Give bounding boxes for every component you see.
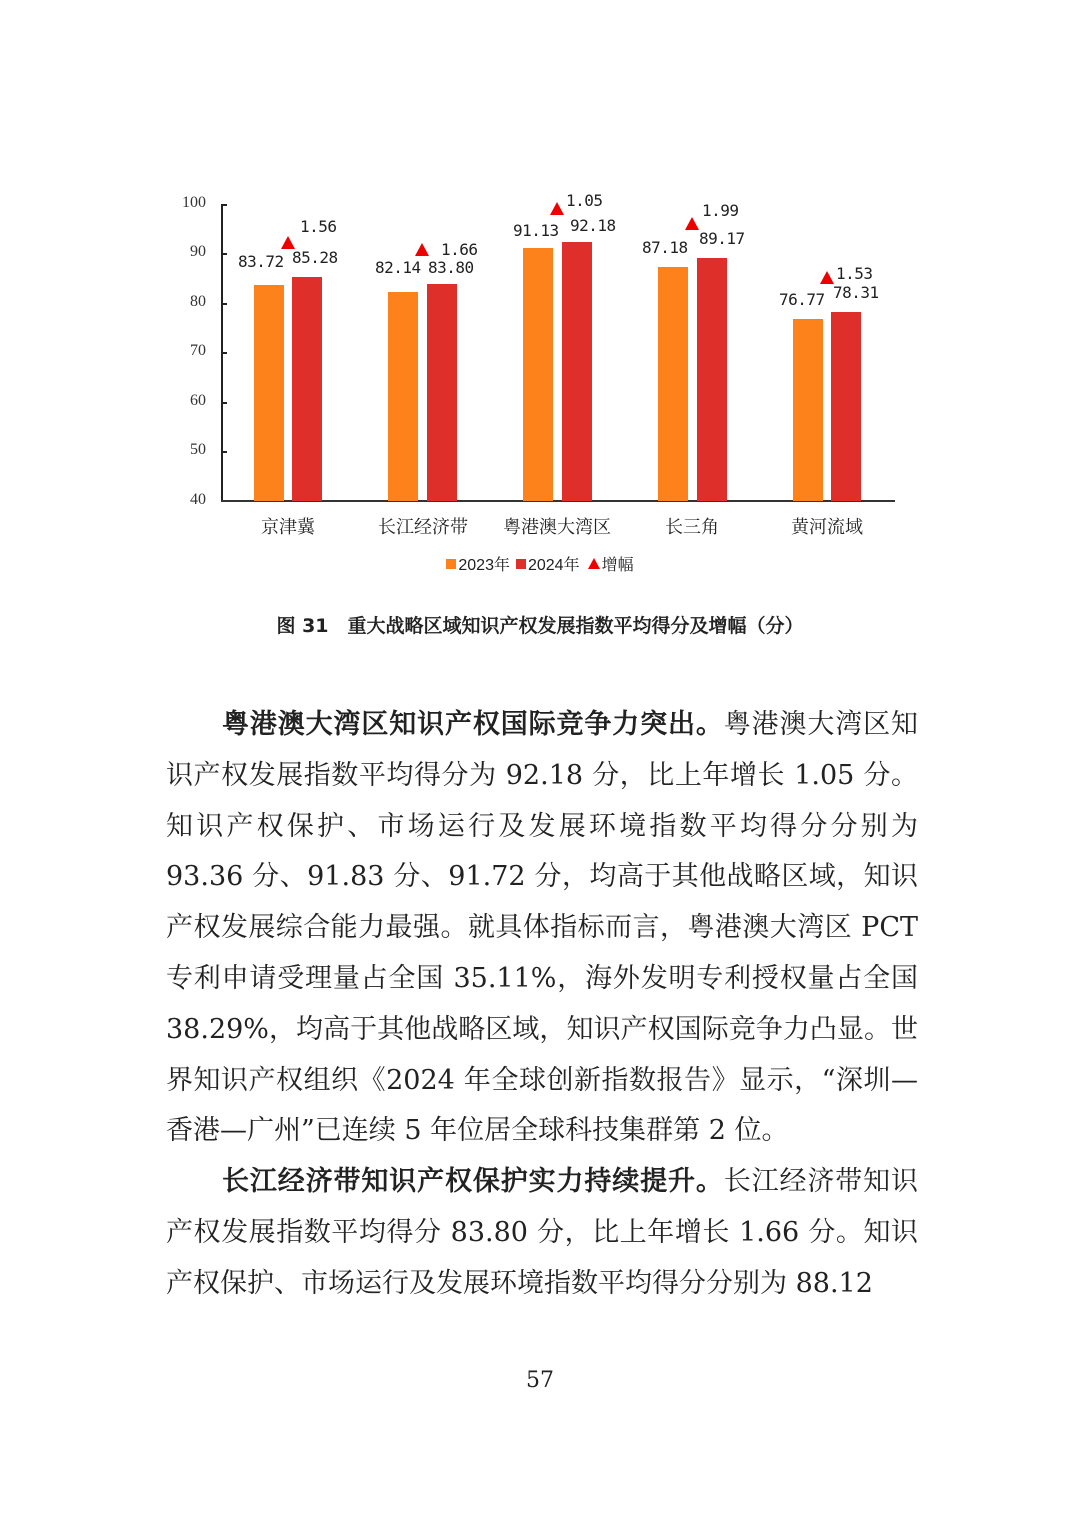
- y-tick-mark: [221, 204, 227, 206]
- increase-triangle-icon: [415, 243, 429, 256]
- x-tick-label: 京津冀: [261, 517, 315, 538]
- figure-caption: 图 31 重大战略区域知识产权发展指数平均得分及增幅（分）: [276, 615, 804, 637]
- value-label-2024: 85.28: [292, 248, 338, 267]
- paragraph-heading: 粤港澳大湾区知识产权国际竞争力突出。: [222, 709, 724, 740]
- x-tick-label: 长三角: [665, 517, 719, 538]
- bar-2024-yrd: [697, 258, 727, 501]
- chart-legend: [0, 552, 1080, 575]
- value-label-2023: 91.13: [513, 221, 559, 240]
- increase-triangle-icon: [820, 271, 834, 284]
- legend-triangle-icon: [588, 558, 600, 569]
- paragraph-text: 长江经济带知识产权发展指数平均得分 83.80 分，比上年增长 1.66 分。知识产权保护、市场运行及发展环境指数平均得分分别为 88.12: [166, 1166, 918, 1299]
- y-tick-label: 100: [182, 194, 206, 211]
- bar-2023-yrd: [658, 267, 688, 501]
- x-tick-label: 长江经济带: [378, 517, 468, 538]
- page-number: 57: [526, 1368, 554, 1393]
- increase-triangle-icon: [550, 202, 564, 215]
- legend-swatch-2024: [516, 559, 526, 569]
- increase-label: 1.56: [300, 217, 337, 236]
- y-tick-mark: [221, 352, 227, 354]
- increase-label: 1.66: [441, 240, 478, 259]
- paragraph-heading: 长江经济带知识产权保护实力持续提升。: [222, 1166, 724, 1198]
- legend-label-2024: 2024年: [527, 557, 580, 574]
- y-tick-mark: [221, 402, 227, 404]
- value-label-2024: 83.80: [428, 258, 474, 277]
- value-label-2024: 92.18: [570, 216, 616, 235]
- y-tick-mark: [221, 451, 227, 453]
- bar-2023-yangtze-belt: [388, 292, 418, 501]
- y-tick-label: 70: [190, 342, 206, 359]
- y-tick-label: 50: [190, 441, 206, 458]
- paragraph-text: 粤港澳大湾区知识产权发展指数平均得分为 92.18 分，比上年增长 1.05 分。知识产权保护、市场运行及发展环境指数平均得分分别为 93.36 分、91.83 分、91.72 分，均高于其他战略区域，知识产权发展综合能力最强。就具体指标而言，粤港澳大湾区 PCT 专利申请受理量占全国 35.11%，海外发明专利授权量占全国 38.29%，均高于其他战略区域，知识产权国际竞争力凸显。世界知识产权组织《2024 年全球创新指数报告》显示，“深圳—香港—广州”已连续 5 年位居全球科技集群第 2 位。: [166, 709, 918, 1147]
- bar-2024-gba: [562, 242, 592, 501]
- bar-2024-yangtze-belt: [427, 284, 457, 501]
- value-label-2023: 76.77: [779, 290, 825, 309]
- y-tick-label: 40: [190, 491, 206, 508]
- bar-2023-yellow-river: [793, 319, 823, 501]
- y-tick-label: 80: [190, 293, 206, 310]
- legend-label-2023: 2023年: [458, 557, 510, 574]
- y-tick-mark: [221, 253, 227, 255]
- increase-label: 1.05: [566, 191, 603, 210]
- bar-2024-jingjinji: [292, 277, 322, 501]
- value-label-2023: 82.14: [375, 258, 421, 277]
- value-label-2024: 78.31: [833, 283, 879, 302]
- x-tick-label: 黄河流域: [791, 517, 863, 538]
- body-text: [166, 700, 918, 1310]
- increase-triangle-icon: [281, 236, 295, 249]
- increase-label: 1.99: [702, 201, 739, 220]
- y-tick-mark: [221, 303, 227, 305]
- legend-label-increase: 增幅: [601, 557, 634, 574]
- y-tick-label: 90: [190, 243, 206, 260]
- value-label-2023: 87.18: [642, 238, 688, 257]
- bar-chart: [0, 0, 1080, 637]
- x-tick-label: 粤港澳大湾区: [503, 517, 611, 538]
- bar-2024-yellow-river: [831, 312, 861, 501]
- paragraph: [166, 700, 918, 1157]
- paragraph: [166, 1157, 918, 1309]
- value-label-2023: 83.72: [238, 252, 284, 271]
- value-label-2024: 89.17: [699, 229, 745, 248]
- y-tick-label: 60: [190, 392, 206, 409]
- bar-2023-gba: [523, 248, 553, 501]
- increase-triangle-icon: [685, 217, 699, 230]
- increase-label: 1.53: [836, 264, 873, 283]
- bar-2023-jingjinji: [254, 285, 284, 501]
- legend-swatch-2023: [446, 559, 456, 569]
